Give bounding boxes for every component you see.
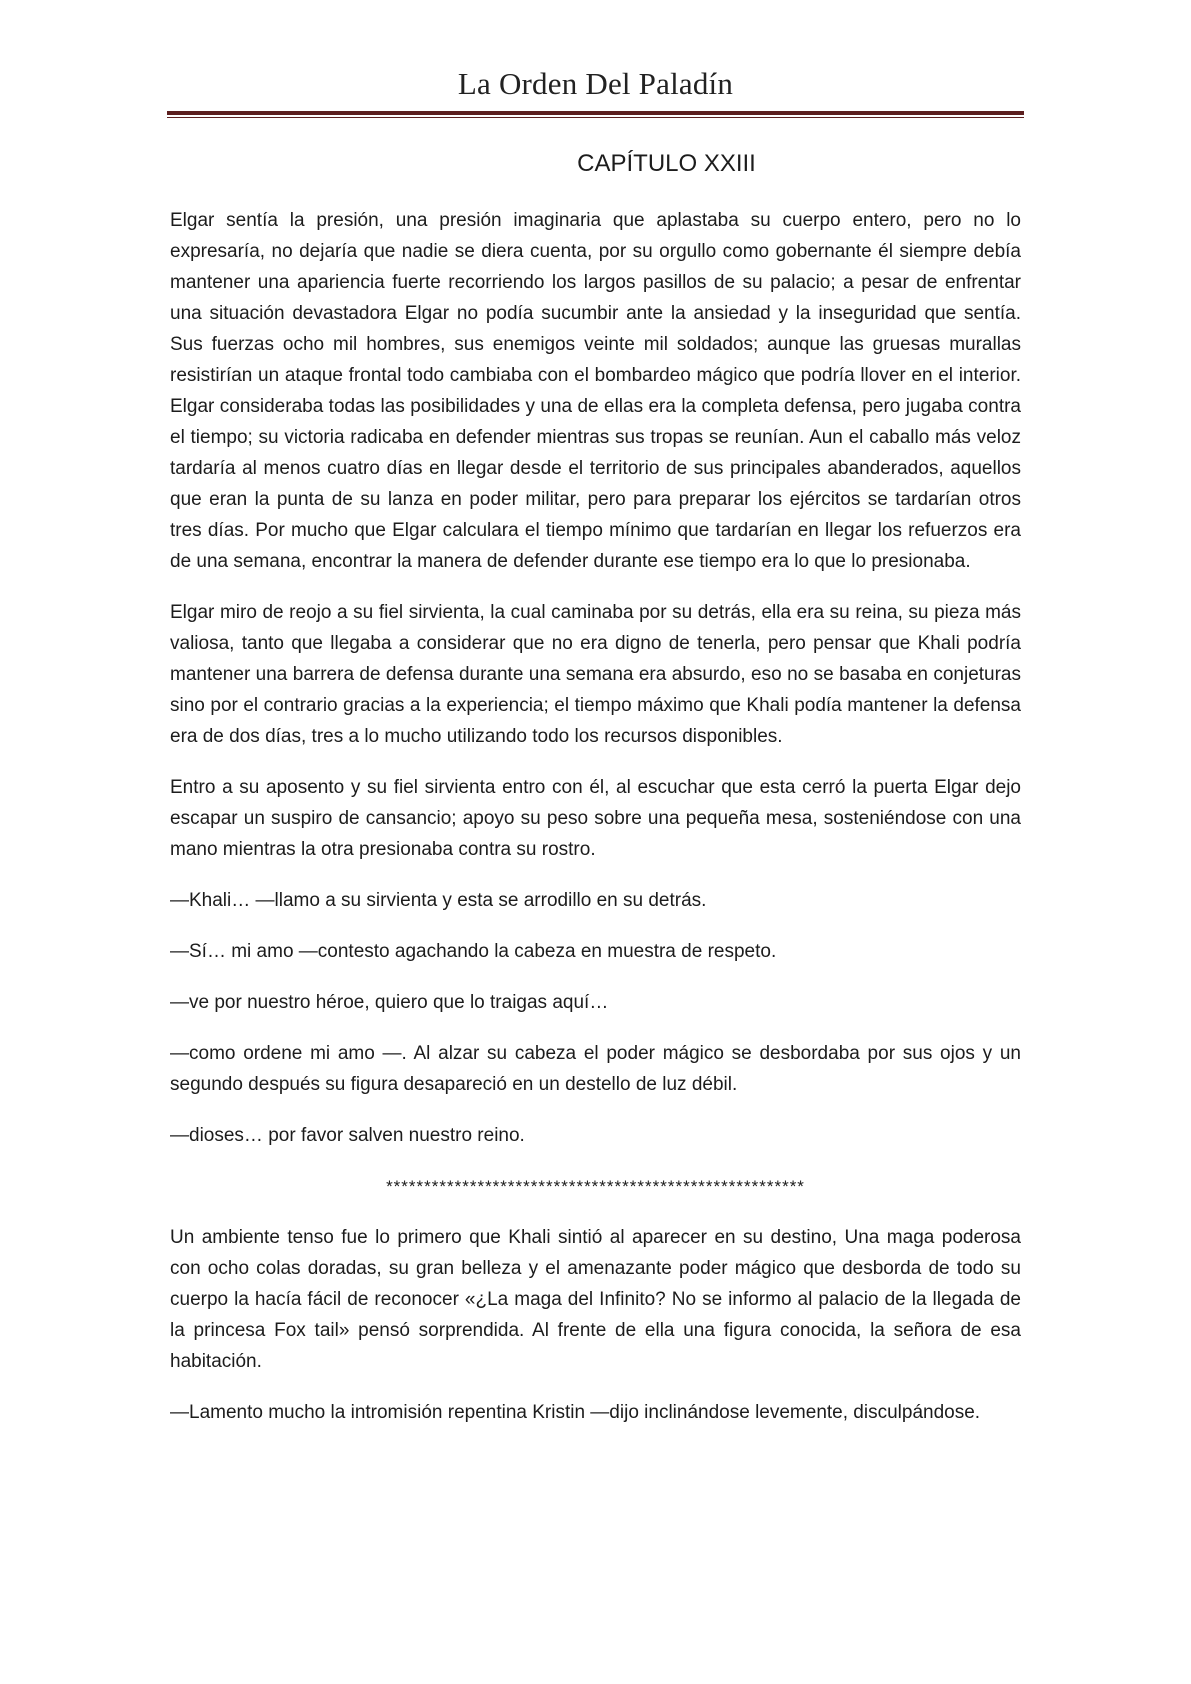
paragraph: Entro a su aposento y su fiel sirvienta entro con él, al escuchar que esta cerró la puerta Elgar dejo escapar un suspiro de cansancio; apoyo su peso sobre una pequeña mesa, sosteniéndose con una mano mientras la otra presionaba contra su rostro. — [170, 777, 1021, 860]
dialogue-line: —dioses… por favor salven nuestro reino. — [170, 1125, 525, 1146]
running-header-title: La Orden Del Paladín — [457, 66, 734, 101]
body-text — [170, 205, 1021, 1448]
paragraph: Elgar sentía la presión, una presión imaginaria que aplastaba su cuerpo entero, pero no lo expresaría, no dejaría que nadie se diera cuenta, por su orgullo como gobernante él siempre debía mantener una apariencia fuerte recorriendo los largos pasillos de su palacio; a pesar de enfrentar una situación devastadora Elgar no podía sucumbir ante la ansiedad y la inseguridad que sentía. Sus fuerzas ocho mil hombres, sus enemigos veinte mil soldados; aunque las gruesas murallas resistirían un ataque frontal todo cambiaba con el bombardeo mágico que podría llover en el interior. Elgar consideraba todas las posibilidades y una de ellas era la completa defensa, pero jugaba contra el tiempo; su victoria radicaba en defender mientras sus tropas se reunían. Aun el caballo más veloz tardaría al menos cuatro días en llegar desde el territorio de sus principales abanderados, aquellos que eran la punta de su lanza en poder militar, pero para preparar los ejércitos se tardarían otros tres días. Por mucho que Elgar calculara el tiempo mínimo que tardarían en llegar los refuerzos era de una semana, encontrar la manera de defender durante ese tiempo era lo que lo presionaba. — [170, 210, 1021, 572]
chapter-title: CAPÍTULO XXIII — [577, 150, 756, 177]
dialogue-line: —Lamento mucho la intromisión repentina Kristin —dijo inclinándose levemente, disculpándose. — [170, 1402, 981, 1423]
scene-separator: ******************************************************* — [386, 1177, 805, 1196]
dialogue-line: —Sí… mi amo —contesto agachando la cabeza en muestra de respeto. — [170, 941, 777, 962]
dialogue-line: —ve por nuestro héroe, quiero que lo traigas aquí… — [170, 992, 609, 1013]
paragraph: Un ambiente tenso fue lo primero que Khali sintió al aparecer en su destino, Una maga poderosa con ocho colas doradas, su gran belleza y el amenazante poder mágico que desborda de todo su cuerpo la hacía fácil de reconocer «¿La maga del Infinito? No se informo al palacio de la llegada de la princesa Fox tail» pensó sorprendida. Al frente de ella una figura conocida, la señora de esa habitación. — [170, 1227, 1021, 1372]
header-rule-thin — [167, 117, 1024, 118]
dialogue-line: —Khali… —llamo a su sirvienta y esta se arrodillo en su detrás. — [170, 890, 707, 911]
paragraph: Elgar miro de reojo a su fiel sirvienta, la cual caminaba por su detrás, ella era su reina, su pieza más valiosa, tanto que llegaba a considerar que no era digno de tenerla, pero pensar que Khali podría mantener una barrera de defensa durante una semana era absurdo, eso no se basaba en conjeturas sino por el contrario gracias a la experiencia; el tiempo máximo que Khali podía mantener la defensa era de dos días, tres a lo mucho utilizando todo los recursos disponibles. — [170, 602, 1021, 747]
header-rule-thick — [167, 111, 1024, 115]
dialogue-line: —como ordene mi amo —. Al alzar su cabeza el poder mágico se desbordaba por sus ojos y un segundo después su figura desapareció en un destello de luz débil. — [170, 1043, 1021, 1095]
